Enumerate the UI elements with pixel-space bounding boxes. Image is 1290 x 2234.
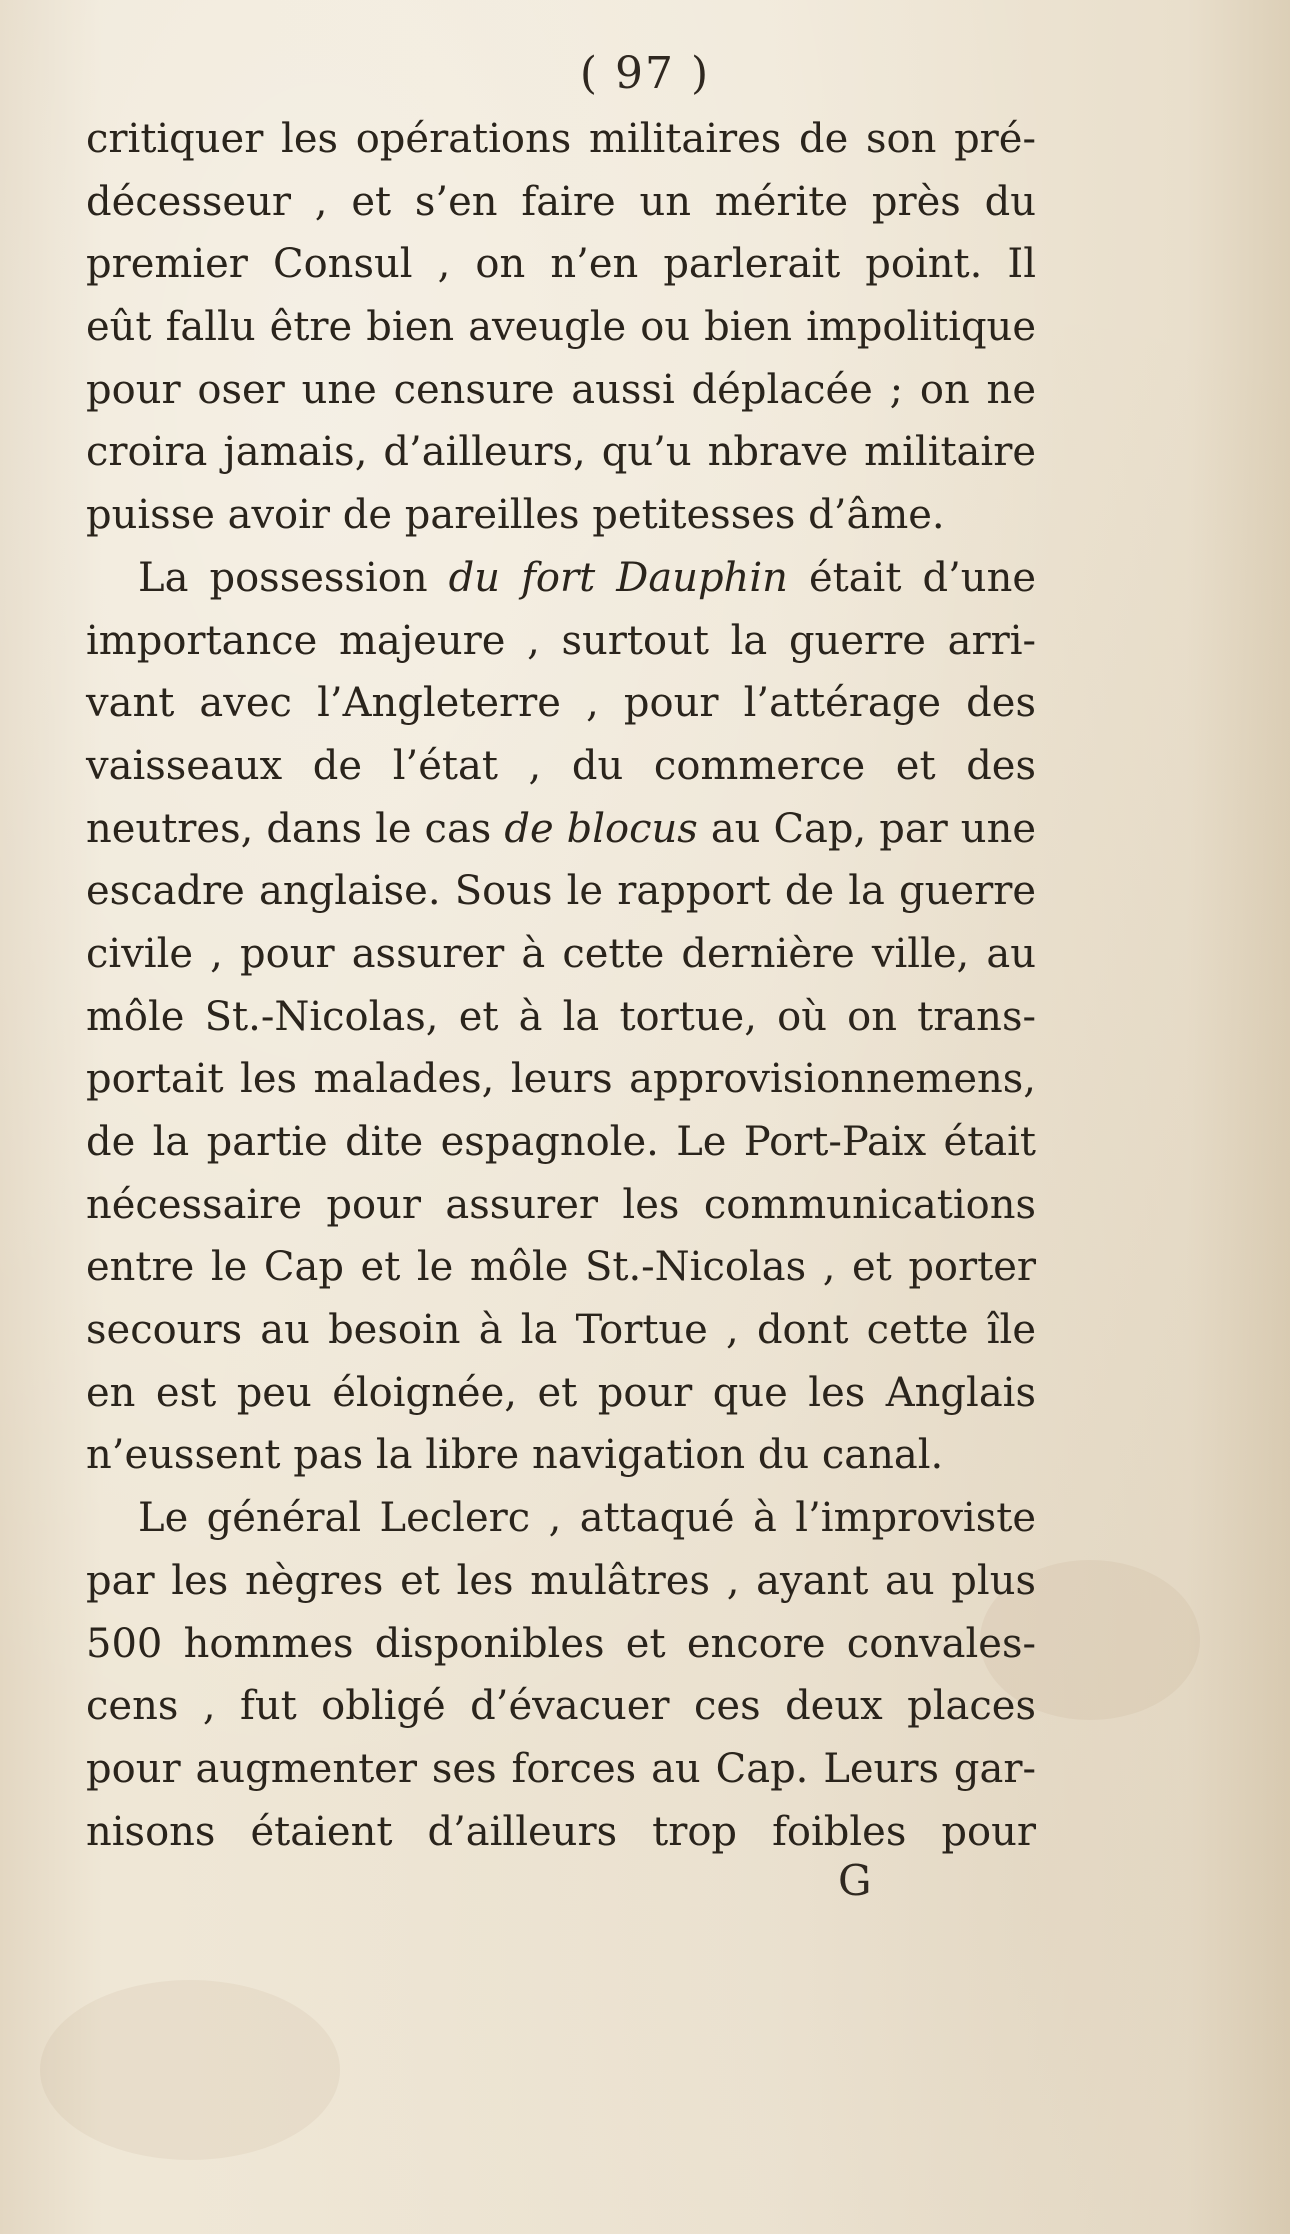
paper-stain <box>40 1980 340 2160</box>
text-line <box>86 421 1036 484</box>
text-line <box>86 1111 1036 1174</box>
text-line <box>86 1738 1036 1801</box>
text-segment: civile , pour assurer à cette dernière ville, au <box>86 930 1036 977</box>
text-line <box>86 735 1036 798</box>
text-segment: Le général Leclerc , attaqué à l’improviste <box>138 1495 1036 1542</box>
text-line <box>86 1550 1036 1613</box>
text-segment: puisse avoir de pareilles petitesses d’âme. <box>86 492 945 539</box>
text-line <box>86 1613 1036 1676</box>
text-segment: vaisseaux de l’état , du commerce et des <box>86 742 1036 789</box>
text-segment: de la partie dite espagnole. Le Port-Paix était <box>86 1119 1036 1165</box>
text-line <box>86 1801 1036 1864</box>
page-number: ( 97 ) <box>579 48 711 99</box>
text-segment: pour augmenter ses forces au Cap. Leurs gar- <box>86 1745 1036 1792</box>
text-line <box>86 860 1036 923</box>
text-segment: par les nègres et les mulâtres , ayant au plus <box>86 1557 1036 1604</box>
text-segment: croira jamais, d’ailleurs, qu’u nbrave militaire <box>86 429 1036 476</box>
text-segment: 500 hommes disponibles et encore convales- <box>86 1620 1036 1667</box>
text-line <box>86 484 1036 547</box>
text-segment: portait les malades, leurs approvisionnemens, <box>86 1056 1036 1103</box>
text-line <box>86 1048 1036 1111</box>
text-line <box>86 610 1036 673</box>
text-line <box>86 233 1036 296</box>
text-line <box>86 359 1036 422</box>
text-line <box>86 108 1036 171</box>
text-line <box>86 296 1036 359</box>
signature-mark: G <box>838 1856 872 1905</box>
text-line <box>86 1424 1036 1487</box>
italic-phrase: de blocus <box>504 805 698 852</box>
text-segment: secours au besoin à la Tortue , dont cette île <box>86 1307 1036 1354</box>
text-segment: nisons étaient d’ailleurs trop foibles pour <box>86 1808 1036 1855</box>
text-line <box>86 986 1036 1049</box>
text-line <box>86 547 1036 610</box>
text-segment: critiquer les opérations militaires de son pré- <box>86 116 1036 162</box>
text-segment: cens , fut obligé d’évacuer ces deux places <box>86 1683 1036 1730</box>
text-segment: neutres, dans le cas <box>86 805 505 852</box>
text-line <box>86 798 1036 861</box>
text-segment: était d’une <box>787 554 1036 601</box>
text-line <box>86 171 1036 234</box>
text-line <box>86 1299 1036 1362</box>
text-segment: en est peu éloignée, et pour que les Anglais <box>86 1369 1036 1416</box>
text-segment: eût fallu être bien aveugle ou bien impolitique <box>86 304 1036 351</box>
text-segment: au Cap, par une <box>697 805 1037 852</box>
text-segment: escadre anglaise. Sous le rapport de la guerre <box>86 868 1036 915</box>
text-line <box>86 1236 1036 1299</box>
body-text <box>86 108 1036 1863</box>
text-segment: importance majeure , surtout la guerre arri- <box>86 617 1036 664</box>
text-segment: n’eussent pas la libre navigation du canal. <box>86 1432 944 1479</box>
text-segment: premier Consul , on n’en parlerait point. Il <box>86 241 1036 288</box>
text-line <box>86 1362 1036 1425</box>
text-segment: pour oser une censure aussi déplacée ; on ne <box>86 366 1036 413</box>
text-segment: vant avec l’Angleterre , pour l’attérage des <box>86 680 1036 727</box>
text-segment: La possession <box>138 554 449 601</box>
text-segment: môle St.-Nicolas, et à la tortue, où on trans- <box>86 993 1036 1040</box>
text-segment: décesseur , et s’en faire un mérite près du <box>86 178 1036 225</box>
text-line <box>86 923 1036 986</box>
text-line <box>86 672 1036 735</box>
text-line <box>86 1487 1036 1550</box>
text-line <box>86 1675 1036 1738</box>
italic-phrase: du fort Dauphin <box>448 554 788 601</box>
text-segment: nécessaire pour assurer les communications <box>86 1181 1036 1228</box>
text-segment: entre le Cap et le môle St.-Nicolas , et porter <box>86 1244 1036 1291</box>
text-line <box>86 1174 1036 1237</box>
